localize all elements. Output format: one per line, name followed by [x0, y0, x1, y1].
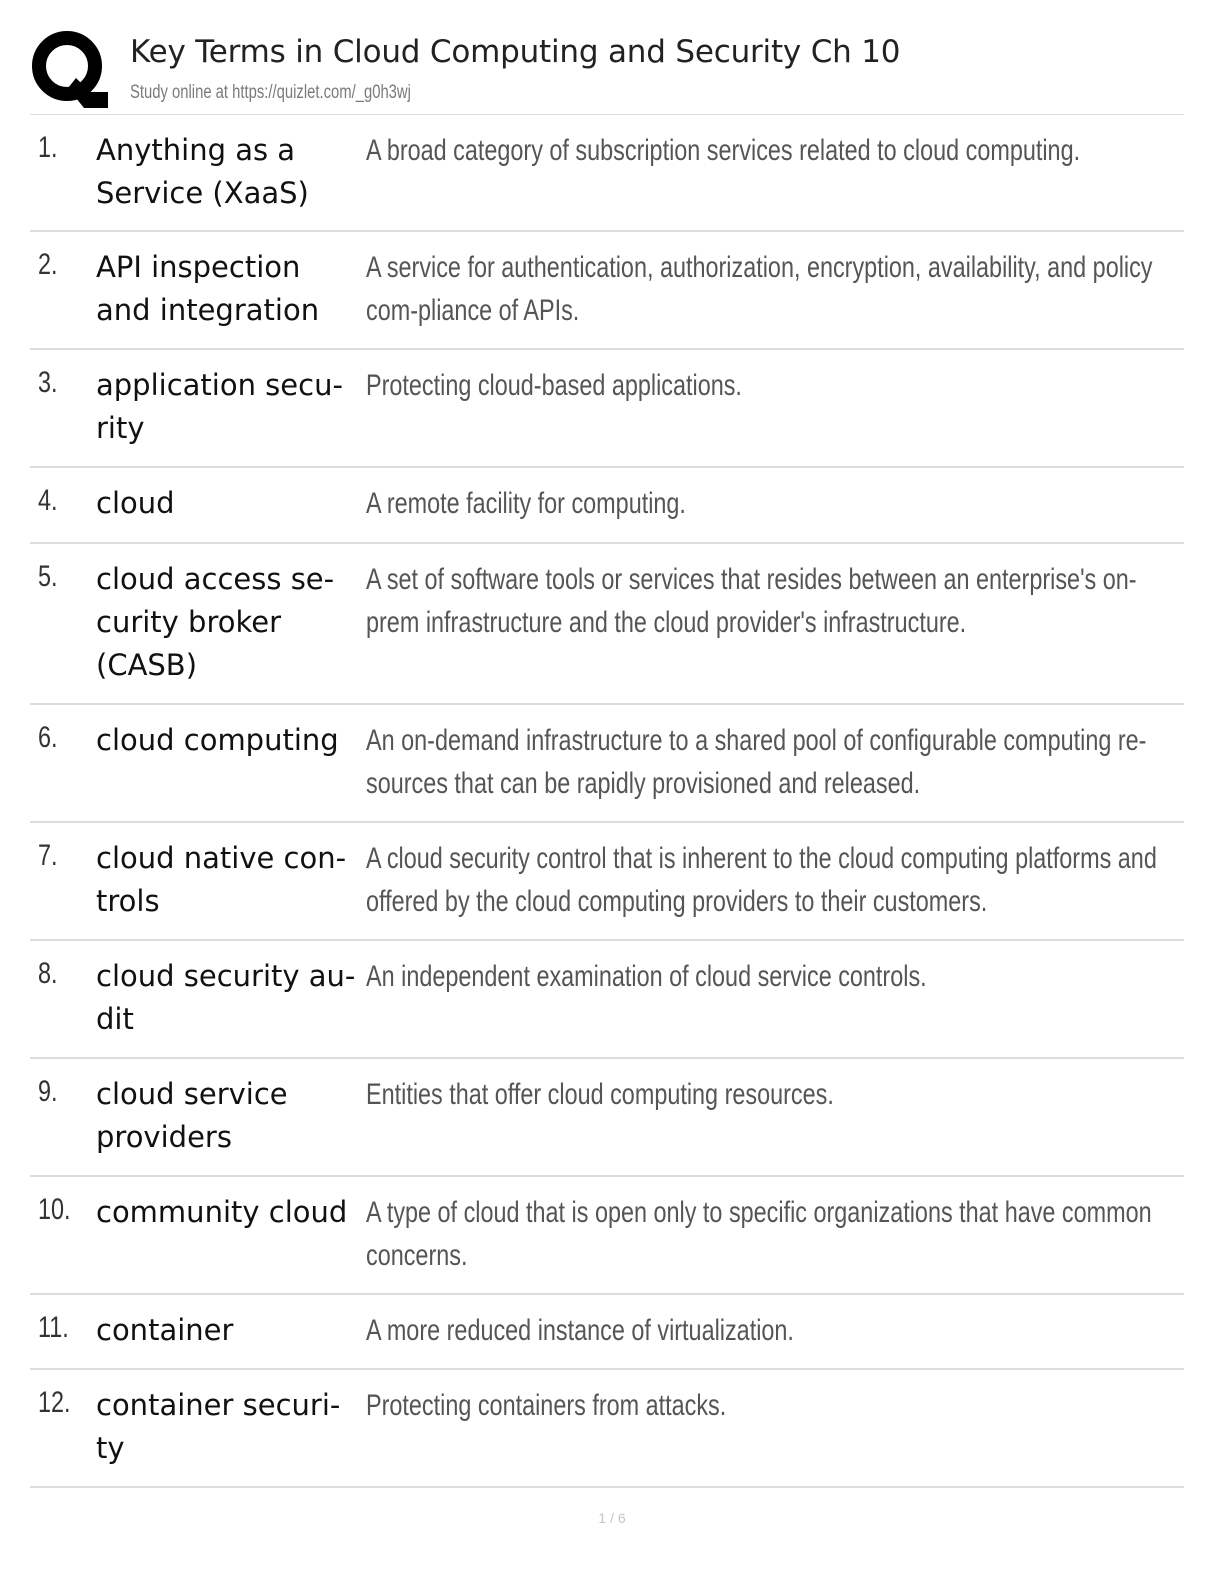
term-row: [30, 350, 1184, 468]
term-name: cloud service providers: [96, 1077, 288, 1154]
term-row: [30, 468, 1184, 544]
term-row: [30, 544, 1184, 705]
term-name: cloud native con-trols: [96, 841, 347, 918]
term-name: API inspection and integration: [96, 250, 320, 327]
term-number: 3.: [38, 366, 58, 399]
term-row: [30, 1295, 1184, 1370]
term-name: cloud access se-curity broker (CASB): [96, 562, 335, 682]
term-number: 5.: [38, 560, 58, 593]
study-online-link[interactable]: Study online at https://quizlet.com/_g0h3wj: [130, 82, 411, 103]
term-definition: Protecting cloud-based applications.: [366, 369, 742, 402]
term-number: 9.: [38, 1075, 58, 1108]
term-number: 8.: [38, 957, 58, 990]
term-definition: A set of software tools or services that resides between an enterprise's on-prem infrastructure and the cloud provider's infrastructure.: [366, 563, 1137, 639]
term-definition: A more reduced instance of virtualization.: [366, 1314, 794, 1347]
term-number: 2.: [38, 248, 58, 281]
term-row: [30, 1059, 1184, 1177]
term-definition: A remote facility for computing.: [366, 487, 686, 520]
term-definition: A type of cloud that is open only to specific organizations that have common concerns.: [366, 1196, 1152, 1272]
term-row: [30, 705, 1184, 823]
term-definition: An independent examination of cloud service controls.: [366, 960, 927, 993]
page-number: 1 / 6: [598, 1510, 626, 1526]
term-row: [30, 823, 1184, 941]
term-name: cloud computing: [96, 723, 339, 757]
term-number: 1.: [38, 131, 58, 164]
term-number: 11.: [38, 1311, 69, 1344]
term-definition: A service for authentication, authorization, encryption, availability, and policy com-pliance of APIs.: [366, 251, 1153, 327]
term-number: 7.: [38, 839, 58, 872]
term-name: Anything as a Service (XaaS): [96, 133, 309, 210]
term-definition: Entities that offer cloud computing resources.: [366, 1078, 834, 1111]
document-title: Key Terms in Cloud Computing and Security Ch 10: [130, 34, 901, 70]
term-definition: A cloud security control that is inherent to the cloud computing platforms and offered by the cloud computing providers to their customers.: [366, 842, 1157, 918]
term-name: cloud security au-dit: [96, 959, 356, 1036]
term-name: community cloud: [96, 1195, 348, 1229]
term-row: [30, 941, 1184, 1059]
term-number: 10.: [38, 1193, 71, 1226]
term-definition: An on-demand infrastructure to a shared pool of configurable computing re-sources that can be rapidly provisioned and released.: [366, 724, 1147, 800]
term-name: container: [96, 1313, 234, 1347]
term-row: [30, 232, 1184, 350]
term-number: 6.: [38, 721, 58, 754]
term-name: cloud: [96, 486, 175, 520]
term-number: 4.: [38, 484, 58, 517]
document-header: [30, 28, 1184, 114]
terms-list: [30, 115, 1184, 1488]
term-definition: A broad category of subscription services related to cloud computing.: [366, 134, 1081, 167]
quizlet-logo-icon: [30, 28, 110, 108]
term-row: [30, 1177, 1184, 1295]
term-definition: Protecting containers from attacks.: [366, 1389, 727, 1422]
term-name: application secu-rity: [96, 368, 343, 445]
term-name: container securi-ty: [96, 1388, 341, 1465]
term-number: 12.: [38, 1386, 71, 1419]
term-row: [30, 1370, 1184, 1488]
term-row: [30, 115, 1184, 232]
